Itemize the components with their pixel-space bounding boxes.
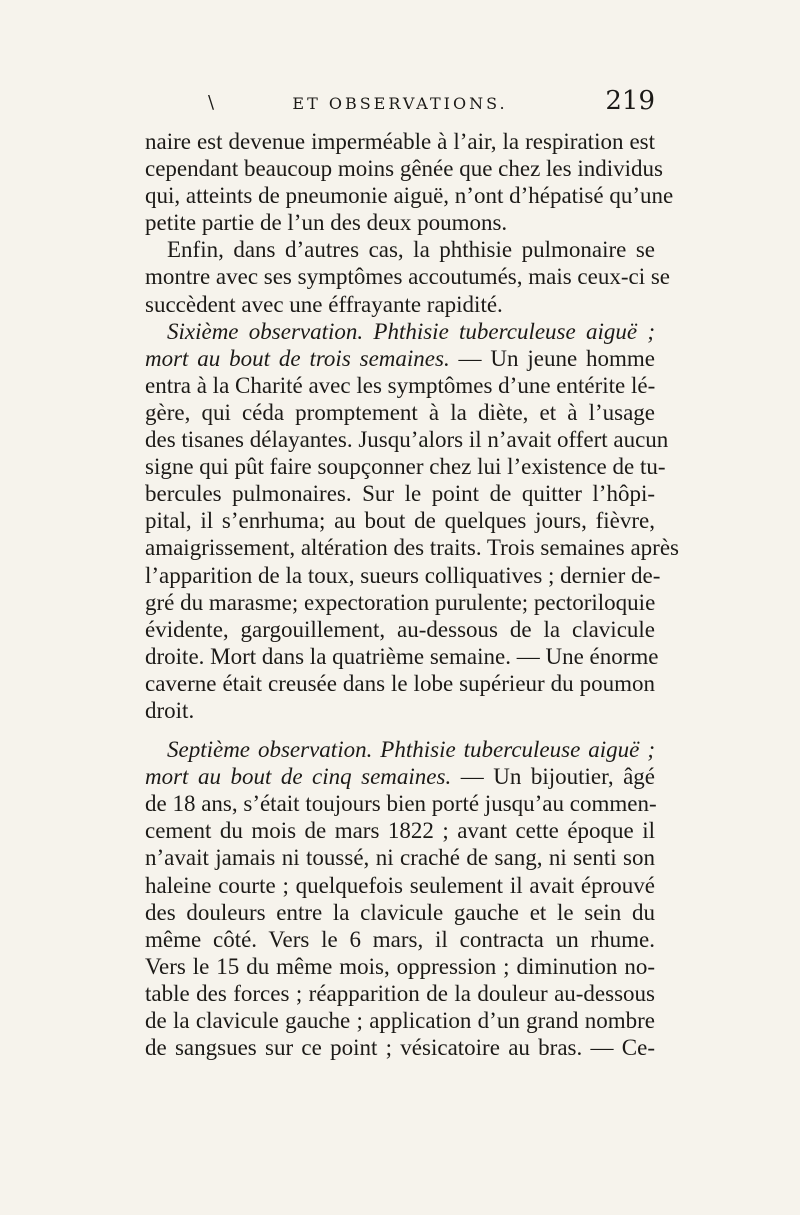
page-number: 219: [605, 86, 655, 116]
text-line: pital, il s’enrhuma; au bout de quelques jours, fièvre,: [145, 508, 655, 534]
text-line: droit.: [145, 697, 195, 723]
observation-title: Septième observation. Phthisie tuberculeuse aiguë ;: [167, 737, 655, 763]
text-line: cement du mois de mars 1822 ; avant cette époque il: [145, 818, 655, 844]
text-line: même côté. Vers le 6 mars, il contracta un rhume.: [145, 926, 655, 952]
text-line: cependant beaucoup moins gênée que chez les individus: [145, 156, 663, 182]
text-line: des douleurs entre la clavicule gauche et le sein du: [145, 899, 655, 925]
observation-title-line: [145, 736, 655, 763]
text-line: Vers le 15 du même mois, oppression ; diminution no-: [145, 953, 655, 979]
text-line: [145, 763, 655, 790]
text-line: de sangsues sur ce point ; vésicatoire au bras. — Ce-: [145, 1035, 655, 1061]
observation-title: mort au bout de trois semaines.: [145, 345, 450, 371]
observation-text: — Un bijoutier, âgé: [451, 764, 655, 790]
observation-title: Sixième observation. Phthisie tuberculeuse aiguë ;: [167, 318, 655, 344]
text-line: de la clavicule gauche ; application d’un grand nombre: [145, 1008, 655, 1033]
text-line: gère, qui céda promptement à la diète, et à l’usage: [145, 399, 655, 425]
text-line: évidente, gargouillement, au-dessous de la clavicule: [145, 616, 655, 642]
text-line: droite. Mort dans la quatrième semaine. — Une énorme: [145, 643, 659, 669]
header-mark: \: [208, 92, 215, 113]
observation-text: — Un jeune homme: [449, 345, 656, 371]
text-line: Enfin, dans d’autres cas, la phthisie pulmonaire se: [167, 237, 655, 263]
text-line: bercules pulmonaires. Sur le point de quitter l’hôpi-: [145, 481, 655, 507]
text-line: entra à la Charité avec les symptômes d’une entérite lé-: [145, 372, 656, 398]
text-line: des tisanes délayantes. Jusqu’alors il n’avait offert aucun: [145, 427, 669, 453]
text-line: caverne était creusée dans le lobe supérieur du poumon: [145, 670, 655, 696]
observation-title: mort au bout de cinq semaines.: [145, 764, 452, 790]
text-line: amaigrissement, altération des traits. Trois semaines après: [145, 535, 679, 561]
text-line: naire est devenue imperméable à l’air, la respiration est: [145, 129, 655, 154]
text-line: gré du marasme; expectoration purulente; pectoriloquie: [145, 589, 656, 615]
text-line: signe qui pût faire soupçonner chez lui l’existence de tu-: [145, 454, 666, 480]
running-title: ET OBSERVATIONS.: [292, 94, 508, 113]
text-line: haleine courte ; quelquefois seulement il avait éprouvé: [145, 872, 655, 898]
text-line: n’avait jamais ni toussé, ni craché de sang, ni senti son: [145, 845, 655, 871]
text-line: qui, atteints de pneumonie aiguë, n’ont d’hépatisé qu’une: [145, 183, 674, 209]
text-line: [145, 345, 655, 372]
running-header: [145, 86, 655, 126]
observation-title-line: [145, 318, 655, 345]
body-text: [145, 128, 679, 1061]
text-line: l’apparition de la toux, sueurs colliquatives ; dernier de-: [145, 562, 661, 588]
text-line: succèdent avec une éffrayante rapidité.: [145, 291, 503, 317]
text-line: de 18 ans, s’était toujours bien porté jusqu’au commen-: [145, 791, 657, 817]
text-line: montre avec ses symptômes accoutumés, mais ceux-ci se: [145, 264, 671, 290]
text-line: petite partie de l’un des deux poumons.: [145, 210, 508, 236]
text-line: table des forces ; réapparition de la douleur au-dessous: [145, 980, 655, 1006]
